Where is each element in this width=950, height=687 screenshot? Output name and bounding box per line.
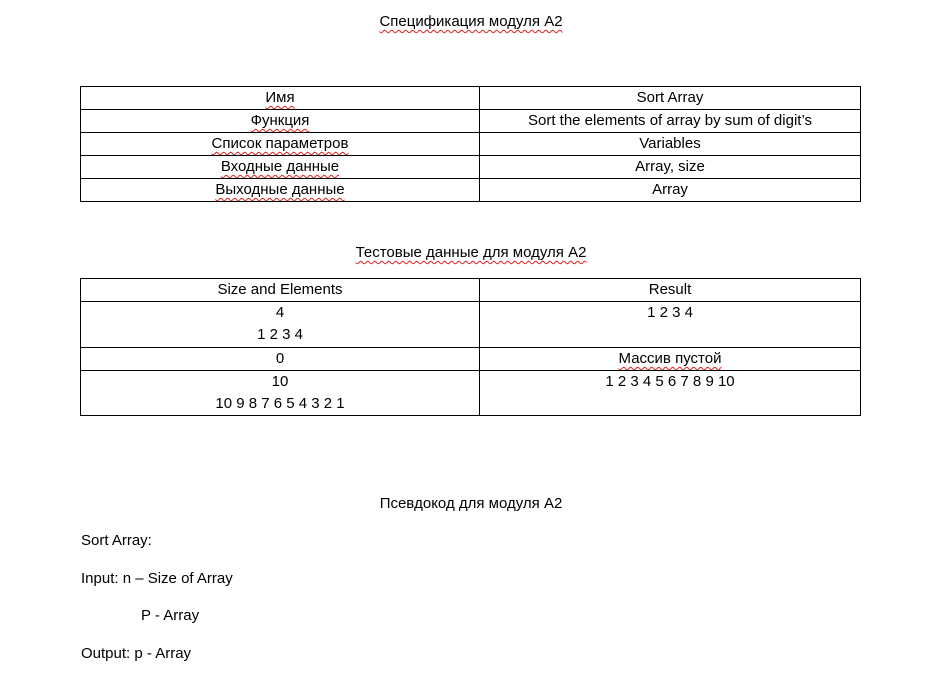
spec-table [80, 86, 861, 202]
spec-row-output [81, 179, 861, 202]
spec-row-function [81, 110, 861, 133]
test-row-3 [81, 371, 861, 416]
test-result [480, 302, 861, 348]
test-result-text: 1 2 3 4 [647, 304, 693, 321]
spec-row-params [81, 133, 861, 156]
spec-value: Sort the elements of array by sum of digit’s [480, 110, 861, 133]
pseudocode-line: Sort Array: [81, 532, 152, 549]
test-row-2 [81, 348, 861, 371]
spec-label: Функция [81, 110, 480, 133]
test-elements: 10 9 8 7 6 5 4 3 2 1 [215, 395, 345, 412]
test-result [480, 371, 861, 416]
test-result-text: Массив пустой [618, 350, 722, 367]
test-size: 10 [271, 373, 289, 390]
test-result-text: 1 2 3 4 5 6 7 8 9 10 [605, 373, 735, 390]
spec-title [0, 12, 942, 32]
test-input [81, 348, 480, 371]
test-size: 0 [275, 350, 285, 367]
pseudocode-title: Псевдокод для модуля А2 [379, 495, 563, 512]
pseudocode-line: Input: n – Size of Array [81, 570, 233, 587]
spec-row-input [81, 156, 861, 179]
spec-value: Variables [480, 133, 861, 156]
test-row-1 [81, 302, 861, 348]
test-elements: 1 2 3 4 [257, 326, 303, 343]
pseudocode-line: Output: p - Array [81, 645, 192, 662]
test-input [81, 302, 480, 348]
spec-label: Входные данные [81, 156, 480, 179]
spec-label: Список параметров [81, 133, 480, 156]
tests-header-input: Size and Elements [81, 279, 480, 302]
tests-header-result: Result [480, 279, 861, 302]
test-size: 4 [275, 304, 285, 321]
spec-value: Sort Array [480, 87, 861, 110]
spec-value: Array, size [480, 156, 861, 179]
tests-header-row [81, 279, 861, 302]
spec-label: Имя [81, 87, 480, 110]
test-result [480, 348, 861, 371]
tests-title [0, 243, 942, 263]
tests-title-text: Тестовые данные для модуля А2 [355, 244, 587, 261]
pseudocode-line: P - Array [141, 607, 200, 624]
test-input [81, 371, 480, 416]
spec-title-text: Спецификация модуля А2 [379, 13, 563, 30]
spec-row-name [81, 87, 861, 110]
spec-label: Выходные данные [81, 179, 480, 202]
spec-value: Array [480, 179, 861, 202]
tests-table [80, 278, 861, 416]
